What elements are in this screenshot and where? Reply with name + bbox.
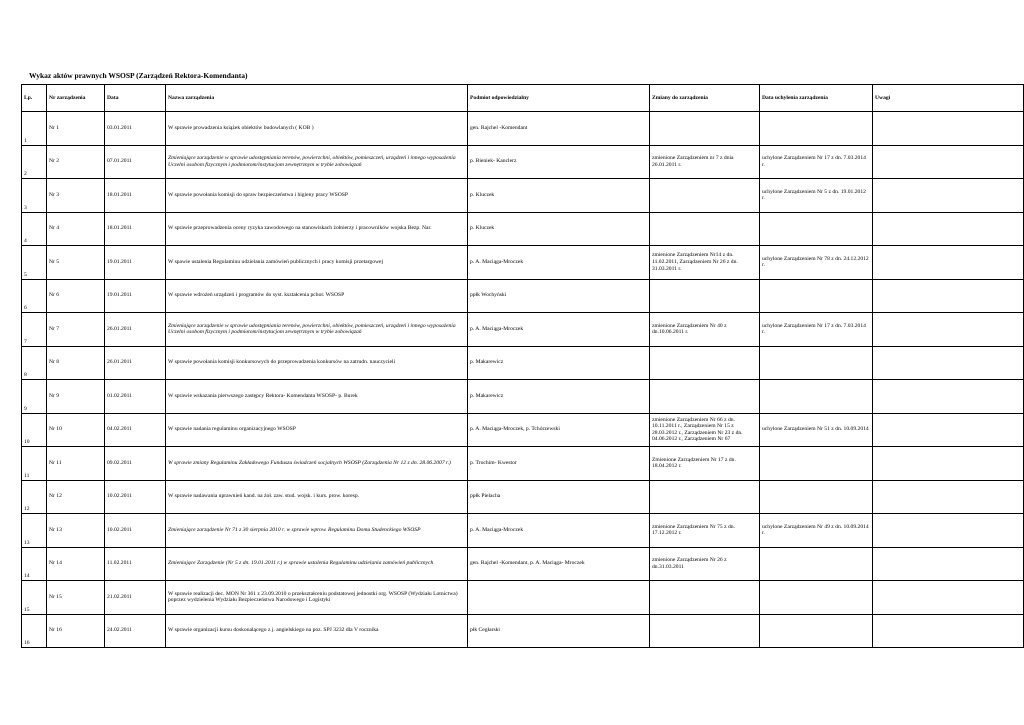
table-row — [22, 279, 1024, 313]
responsible-entity-cell: p. A. Maciąga-Mroczek — [468, 313, 650, 347]
remarks-cell — [873, 413, 1024, 447]
regulation-name-cell: W sprawie nadawania uprawnień kand. na żoł. zaw. stud. wojsk. i kurs. prow. koresp. — [166, 480, 468, 514]
row-number-cell: 1 — [22, 112, 47, 146]
amendments-cell — [650, 480, 760, 514]
header-podmiot: Podmiot odpowiedzialny — [468, 85, 650, 112]
row-number-cell: 8 — [22, 346, 47, 380]
regulation-number-cell: Nr 16 — [47, 614, 105, 648]
remarks-cell — [873, 447, 1024, 481]
row-number-cell: 11 — [22, 447, 47, 481]
repeal-date-cell: uchylone Zarządzeniem Nr 51 z dn. 10.09.2014 — [760, 413, 873, 447]
table-row — [22, 581, 1024, 615]
regulation-name-cell: W sprawie organizacji kursu doskonalącego z j. angielskiego na poz. SPJ 3232 dla V rocznika — [166, 614, 468, 648]
repeal-date-cell — [760, 447, 873, 481]
repeal-date-cell: uchylone Zarządzeniem Nr 17 z dn. 7.03.2014 r. — [760, 145, 873, 179]
table-row — [22, 547, 1024, 581]
row-number-cell: 6 — [22, 279, 47, 313]
table-body — [22, 112, 1024, 648]
remarks-cell — [873, 581, 1024, 615]
table-row — [22, 313, 1024, 347]
remarks-cell — [873, 179, 1024, 213]
remarks-cell — [873, 514, 1024, 548]
header-nr: Nr zarządzenia — [47, 85, 105, 112]
regulation-date-cell: 21.02.2011 — [105, 581, 166, 615]
repeal-date-cell — [760, 112, 873, 146]
regulation-date-cell: 03.01.2011 — [105, 112, 166, 146]
regulation-name-cell: Zmieniające zarządzenie w sprawie udostępniania terenów, powierzchni, obiektów, pomieszczeń, urządzeń i innego wyposażenia Uczelni osobom fizycznym i podmiotom/instytucjom zewnętrznym w trybie zobowiązań — [166, 313, 468, 347]
row-number-cell: 2 — [22, 145, 47, 179]
table-row — [22, 179, 1024, 213]
remarks-cell — [873, 145, 1024, 179]
repeal-date-cell — [760, 380, 873, 414]
responsible-entity-cell: p. A. Maciąga-Mroczek — [468, 514, 650, 548]
amendments-cell — [650, 279, 760, 313]
row-number-cell: 7 — [22, 313, 47, 347]
responsible-entity-cell: p. Trochim- Kwestor — [468, 447, 650, 481]
regulation-number-cell: Nr 11 — [47, 447, 105, 481]
regulation-date-cell: 10.02.2011 — [105, 480, 166, 514]
responsible-entity-cell: p. A. Maciąga-Mroczek — [468, 246, 650, 280]
responsible-entity-cell: p. Kluczek — [468, 212, 650, 246]
responsible-entity-cell: p. A. Maciąga-Mroczek, p. Tchórzewski — [468, 413, 650, 447]
responsible-entity-cell: ppłk Wochyński — [468, 279, 650, 313]
header-lp: Lp. — [22, 85, 47, 112]
header-data: Data — [105, 85, 166, 112]
regulation-name-cell: W sprawie nadania regulaminu organizacyjnego WSOSP — [166, 413, 468, 447]
repeal-date-cell — [760, 581, 873, 615]
regulation-date-cell: 01.02.2011 — [105, 380, 166, 414]
regulation-name-cell: W sprawie zmiany Regulaminu Zakładowego Funduszu świadczeń socjalnych WSOSP (Zarządzenia Nr 12 z dn. 28.06.2007 r.) — [166, 447, 468, 481]
regulation-name-cell: Zmieniające Zarządzenie (Nr 5 z dn. 19.01.2011 r.) w sprawie ustalenia Regulaminu udzielania zamówień publicznych — [166, 547, 468, 581]
regulation-name-cell: Zmieniające zarządzenie w sprawie udostępniania terenów, powierzchni, obiektów, pomieszczeń, urządzeń i innego wyposażenia Uczelni osobom fizycznym i podmiotom/instytucjom zewnętrznym w trybie zobowiązań — [166, 145, 468, 179]
remarks-cell — [873, 279, 1024, 313]
remarks-cell — [873, 246, 1024, 280]
remarks-cell — [873, 480, 1024, 514]
regulation-name-cell: W sprawie powołania komisji konkursowych do przeprowadzenia konkursów na zatrudn. nauczycieli — [166, 346, 468, 380]
row-number-cell: 13 — [22, 514, 47, 548]
repeal-date-cell — [760, 480, 873, 514]
table-row — [22, 346, 1024, 380]
repeal-date-cell — [760, 279, 873, 313]
regulation-name-cell: W spawie ustalenia Regulaminu udzielania zamówień publicznych i pracy komisji przetargowej — [166, 246, 468, 280]
responsible-entity-cell: p. Kluczek — [468, 179, 650, 213]
regulation-name-cell: W sprawie wdrożeń urządzeń i programów do syst. kształcenia pchor. WSOSP — [166, 279, 468, 313]
responsible-entity-cell: ppłk Pielacha — [468, 480, 650, 514]
regulation-number-cell: Nr 3 — [47, 179, 105, 213]
regulation-number-cell: Nr 9 — [47, 380, 105, 414]
remarks-cell — [873, 112, 1024, 146]
header-nazwa: Nazwa zarządzenia — [166, 85, 468, 112]
row-number-cell: 9 — [22, 380, 47, 414]
regulation-number-cell: Nr 8 — [47, 346, 105, 380]
responsible-entity-cell: gen. Rajchel -Komendant — [468, 112, 650, 146]
regulation-date-cell: 19.01.2011 — [105, 279, 166, 313]
amendments-cell — [650, 179, 760, 213]
header-zmiany: Zmiany do zarządzenia — [650, 85, 760, 112]
regulations-table — [21, 84, 1024, 648]
header-uchylenie: Data uchylenia zarządzenia — [760, 85, 873, 112]
remarks-cell — [873, 380, 1024, 414]
regulation-date-cell: 26.01.2011 — [105, 346, 166, 380]
repeal-date-cell — [760, 547, 873, 581]
regulation-number-cell: Nr 15 — [47, 581, 105, 615]
repeal-date-cell: uchylone Zarządzeniem Nr 17 z dn. 7.03.2014 r. — [760, 313, 873, 347]
responsible-entity-cell: płk Cegłarski — [468, 614, 650, 648]
header-row — [22, 85, 1024, 112]
table-row — [22, 112, 1024, 146]
table-row — [22, 246, 1024, 280]
repeal-date-cell — [760, 212, 873, 246]
regulation-date-cell: 18.01.2011 — [105, 179, 166, 213]
regulation-name-cell: W sprawie powołania komisji do spraw bezpieczeństwa i higieny pracy WSOSP — [166, 179, 468, 213]
regulation-number-cell: Nr 12 — [47, 480, 105, 514]
remarks-cell — [873, 547, 1024, 581]
regulation-number-cell: Nr 4 — [47, 212, 105, 246]
regulation-number-cell: Nr 5 — [47, 246, 105, 280]
table-row — [22, 447, 1024, 481]
row-number-cell: 12 — [22, 480, 47, 514]
regulation-date-cell: 10.02.2011 — [105, 514, 166, 548]
amendments-cell: Zmienione Zarządzeniem Nr 17 z dn. 18.04.2012 r. — [650, 447, 760, 481]
remarks-cell — [873, 313, 1024, 347]
repeal-date-cell: uchylone Zarządzeniem Nr 5 z dn. 19.01.2012 r. — [760, 179, 873, 213]
row-number-cell: 16 — [22, 614, 47, 648]
remarks-cell — [873, 614, 1024, 648]
regulation-number-cell: Nr 10 — [47, 413, 105, 447]
regulation-number-cell: Nr 2 — [47, 145, 105, 179]
table-row — [22, 514, 1024, 548]
amendments-cell: zmienione Zarządzeniem nr 7 z dnia 26.01.2011 r. — [650, 145, 760, 179]
row-number-cell: 3 — [22, 179, 47, 213]
table-row — [22, 212, 1024, 246]
repeal-date-cell — [760, 346, 873, 380]
remarks-cell — [873, 346, 1024, 380]
amendments-cell: zmienione Zarządzeniem Nr 75 z dn. 17.12.2012 r. — [650, 514, 760, 548]
header-uwagi: Uwagi — [873, 85, 1024, 112]
row-number-cell: 4 — [22, 212, 47, 246]
regulation-date-cell: 24.02.2011 — [105, 614, 166, 648]
regulation-date-cell: 04.02.2011 — [105, 413, 166, 447]
responsible-entity-cell: p. Makarewicz — [468, 380, 650, 414]
amendments-cell — [650, 212, 760, 246]
regulation-number-cell: Nr 6 — [47, 279, 105, 313]
regulation-date-cell: 26.01.2011 — [105, 313, 166, 347]
amendments-cell — [650, 581, 760, 615]
row-number-cell: 15 — [22, 581, 47, 615]
repeal-date-cell — [760, 614, 873, 648]
amendments-cell: zmienione Zarządzeniem Nr14 z dn. 11.02.2011, Zarządzeniem Nr 26 z dn. 31.03.2011 r. — [650, 246, 760, 280]
row-number-cell: 10 — [22, 413, 47, 447]
regulation-number-cell: Nr 1 — [47, 112, 105, 146]
table-row — [22, 480, 1024, 514]
responsible-entity-cell: p. Bieniek- Kanclerz — [468, 145, 650, 179]
regulation-date-cell: 18.01.2011 — [105, 212, 166, 246]
repeal-date-cell: uchylone Zarządzeniem Nr 49 z dn. 10.09.2014 r. — [760, 514, 873, 548]
regulation-date-cell: 09.02.2011 — [105, 447, 166, 481]
regulation-date-cell: 11.02.2011 — [105, 547, 166, 581]
repeal-date-cell: uchylone Zarządzeniem Nr 78 z dn. 24.12.2012 r. — [760, 246, 873, 280]
regulation-name-cell: W sprawie przeprowadzenia oceny ryzyka zawodowego na stanowiskach żołnierzy i pracowników wojska Bezp. Nar. — [166, 212, 468, 246]
regulation-number-cell: Nr 13 — [47, 514, 105, 548]
row-number-cell: 5 — [22, 246, 47, 280]
table-row — [22, 413, 1024, 447]
table-row — [22, 380, 1024, 414]
remarks-cell — [873, 212, 1024, 246]
regulation-number-cell: Nr 7 — [47, 313, 105, 347]
amendments-cell — [650, 346, 760, 380]
table-row — [22, 145, 1024, 179]
row-number-cell: 14 — [22, 547, 47, 581]
amendments-cell — [650, 112, 760, 146]
responsible-entity-cell: p. Makarewicz — [468, 346, 650, 380]
regulation-date-cell: 19.01.2011 — [105, 246, 166, 280]
regulation-name-cell: W sprawie realizacji dec. MON Nr 361 z 23.09.2010 o przekształceniu podstatowej jednostki org. WSOSP (Wydziału Lotnictwa) poprzez wydzielenia Wydziału Bezpieczeństwa Narodowego i Logistyki — [166, 581, 468, 615]
responsible-entity-cell: gen. Rajchel -Komendant, p. A. Maciąga- Mroczek — [468, 547, 650, 581]
regulation-date-cell: 07.01.2011 — [105, 145, 166, 179]
responsible-entity-cell — [468, 581, 650, 615]
document-title: Wykaz aktów prawnych WSOSP (Zarządzeń Rektora-Komendanta) — [29, 71, 248, 80]
amendments-cell — [650, 614, 760, 648]
amendments-cell — [650, 380, 760, 414]
regulation-name-cell: Zmieniające zarządzenie Nr 71 z 30 sierpnia 2010 r. w sprawie wprow. Regulaminu Domu Studenckiego WSOSP — [166, 514, 468, 548]
regulation-name-cell: W sprawie prowadzenia książek obiektów budowlanych ( KOB ) — [166, 112, 468, 146]
amendments-cell: zmienione Zarządzeniem Nr 66 z dn. 10.11.2011 r., Zarządzeniem Nr 15 z 28.03.2012 r., Zarządzeniem Nr 23 z dn. 04.06.2012 r., Zarządzeniem Nr 67 — [650, 413, 760, 447]
regulation-name-cell: W sprawie wskazania pierwszego zastępcy Rektora- Komendanta WSOSP- p. Burek — [166, 380, 468, 414]
regulation-number-cell: Nr 14 — [47, 547, 105, 581]
amendments-cell: zmienione Zarządzeniem Nr 26 z dn.31.03.2011 — [650, 547, 760, 581]
table-row — [22, 614, 1024, 648]
amendments-cell: zmienione Zarządzeniem Nr 40 z dn.10.06.2011 r. — [650, 313, 760, 347]
